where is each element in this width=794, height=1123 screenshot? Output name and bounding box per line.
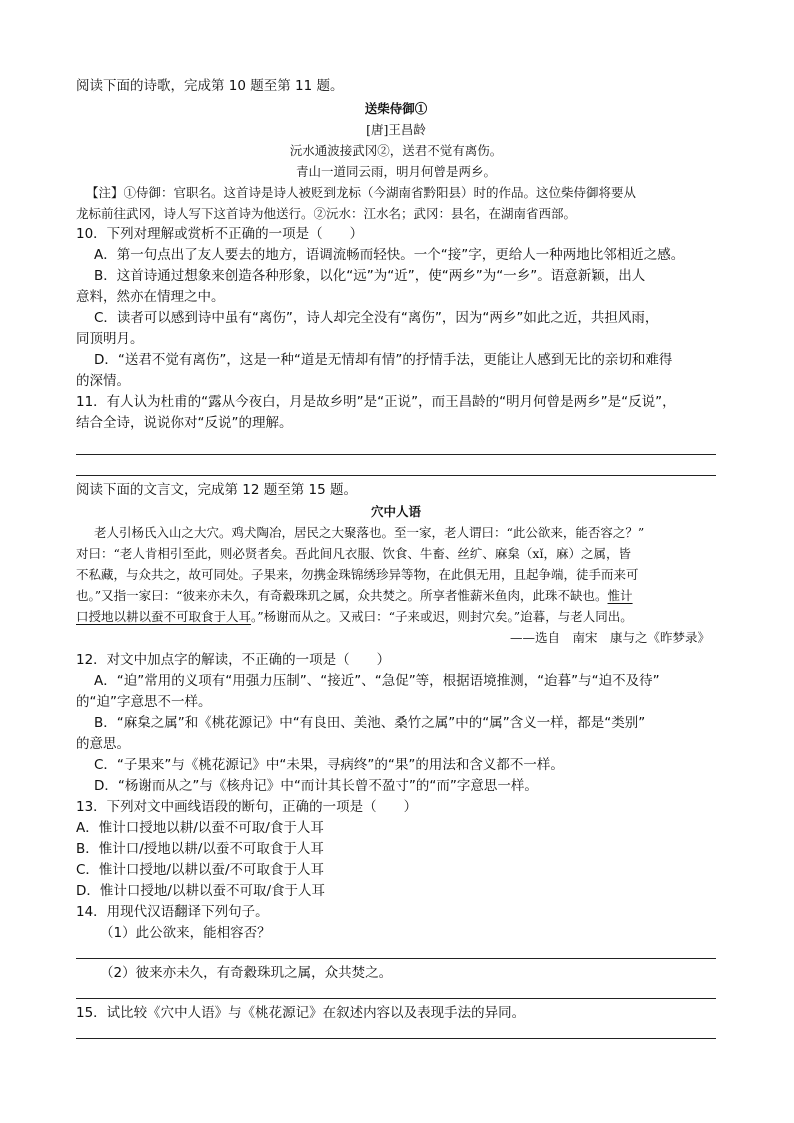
- q14-sentence-2: （2）彼来亦未久，有奇縠珠玑之属，众共焚之。: [100, 965, 393, 981]
- q14-answer-line-1[interactable]: [76, 958, 716, 959]
- prose-line-5: [76, 606, 716, 627]
- q14-stem: 14．用现代汉语翻译下列句子。: [76, 904, 269, 920]
- q12-option-a-cont: 的“迫”字意思不一样。: [76, 694, 212, 710]
- prose-underlined-end: 口授地以耕以蚕不可取食于人耳: [76, 609, 252, 624]
- q12-option-b: B．“麻枲之属”和《桃花源记》中“有良田、美池、桑竹之属”中的“属”含义一样，都是“类别”: [94, 715, 646, 731]
- q14-answer-line-2[interactable]: [76, 998, 716, 999]
- q10-option-d: D．“送君不觉有离伤”，这是一种“道是无情却有情”的抒情手法，更能让人感到无比的亲切和难得: [94, 352, 673, 368]
- prose-line-3: 不私藏，与众共之，故可同处。子果来，勿携金珠锦绣珍异等物，在此俱无用，且起争端，徒手而来可: [76, 567, 639, 582]
- poem-author: [唐]王昌龄: [366, 122, 426, 137]
- q12-stem: 12．对文中加点字的解读，不正确的一项是（ ）: [76, 652, 391, 668]
- q15-answer-line[interactable]: [76, 1038, 716, 1039]
- q11-stem-cont: 结合全诗，说说你对“反说”的理解。: [76, 415, 293, 431]
- prose-line-1: 老人引杨氏入山之大穴。鸡犬陶冶，居民之大聚落也。至一家，老人谓曰：“此公欲来，能否容之？”: [94, 525, 645, 540]
- q11-stem: 11．有人认为杜甫的“露从今夜白，月是故乡明”是“正说”，而王昌龄的“明月何曾是两乡”是“反说”，: [76, 394, 676, 410]
- exam-page: [76, 76, 716, 1039]
- poem-line-1: 沅水通波接武冈②，送君不觉有离伤。: [289, 143, 503, 158]
- q10-option-d-cont: 的深情。: [76, 373, 130, 389]
- q13-option-d: D．惟计口授地/以耕以蚕不可取/食于人耳: [76, 883, 325, 899]
- prose-line-5-text: 。”杨谢而从之。又戒曰：“子来或迟，则封穴矣。”迨暮，与老人同出。: [251, 609, 633, 624]
- prose-source: ——选自 南宋 康与之《昨梦录》: [509, 630, 710, 645]
- q10-option-a: A．第一句点出了友人要去的地方，语调流畅而轻快。一个“接”字，更给人一种两地比邻相近之感。: [94, 247, 685, 263]
- poem-note-line-2: 龙标前往武冈，诗人写下这首诗为他送行。②沅水：江水名；武冈：县名，在湖南省西部。: [76, 206, 577, 221]
- q15-stem: 15．试比较《穴中人语》与《桃花源记》在叙述内容以及表现手法的异同。: [76, 1005, 526, 1021]
- q13-stem: 13．下列对文中画线语段的断句，正确的一项是（ ）: [76, 799, 418, 815]
- prose-line-2: 对曰：“老人肯相引至此，则必贤者矣。吾此间凡衣服、饮食、牛畜、丝纩、麻枲（xǐ，麻）之属，皆: [76, 546, 631, 561]
- q13-option-c: C．惟计口授地/以耕以蚕/不可取食于人耳: [76, 862, 325, 878]
- q12-option-d: D．“杨谢而从之”与《核舟记》中“而计其长曾不盈寸”的“而”字意思一样。: [94, 778, 538, 794]
- prose-line-4: [76, 585, 716, 606]
- q10-option-b: B．这首诗通过想象来创造各种形象，以化“远”为“近”，使“两乡”为“一乡”。语意新颖，出人: [94, 268, 646, 284]
- q12-option-c: C．“子果来”与《桃花源记》中“未果，寻病终”的“果”的用法和含义都不一样。: [94, 757, 564, 773]
- q13-option-b: B．惟计口/授地以耕/以蚕不可取食于人耳: [76, 841, 324, 857]
- poem-line-2: 青山一道同云雨，明月何曾是两乡。: [295, 164, 496, 179]
- q13-option-a: A．惟计口授地以耕/以蚕不可取/食于人耳: [76, 820, 324, 836]
- q14-sentence-1: （1）此公欲来，能相容否？: [100, 925, 271, 941]
- q10-option-b-cont: 意料，然亦在情理之中。: [76, 289, 225, 305]
- poem-intro: 阅读下面的诗歌，完成第 10 题至第 11 题。: [76, 78, 344, 94]
- poem-title: 送柴侍御①: [364, 101, 428, 116]
- q10-stem: 10．下列对理解或赏析不正确的一项是（ ）: [76, 226, 364, 242]
- prose-intro: 阅读下面的文言文，完成第 12 题至第 15 题。: [76, 482, 358, 498]
- prose-underlined-start: 惟计: [607, 588, 633, 603]
- q10-option-c: C．读者可以感到诗中虽有“离伤”，诗人却完全没有“离伤”，因为“两乡”如此之近，共担风雨，: [94, 310, 659, 326]
- q12-option-a: A．“迫”常用的义项有“用强力压制”、“接近”、“急促”等，根据语境推测，“迨暮”与“迫不及待”: [94, 673, 660, 689]
- q12-option-b-cont: 的意思。: [76, 736, 130, 752]
- q10-option-c-cont: 同顶明月。: [76, 331, 144, 347]
- prose-title: 穴中人语: [370, 504, 421, 519]
- poem-note-line-1: 【注】①侍御：官职名。这首诗是诗人被贬到龙标（今湖南省黔阳县）时的作品。这位柴侍御将要从: [86, 185, 637, 200]
- prose-line-4-text: 也。”又指一家曰：“彼来亦未久，有奇縠珠玑之属，众共焚之。所享者惟薪米鱼肉，此珠不缺也。: [76, 588, 608, 603]
- q11-answer-line-2[interactable]: [76, 475, 716, 476]
